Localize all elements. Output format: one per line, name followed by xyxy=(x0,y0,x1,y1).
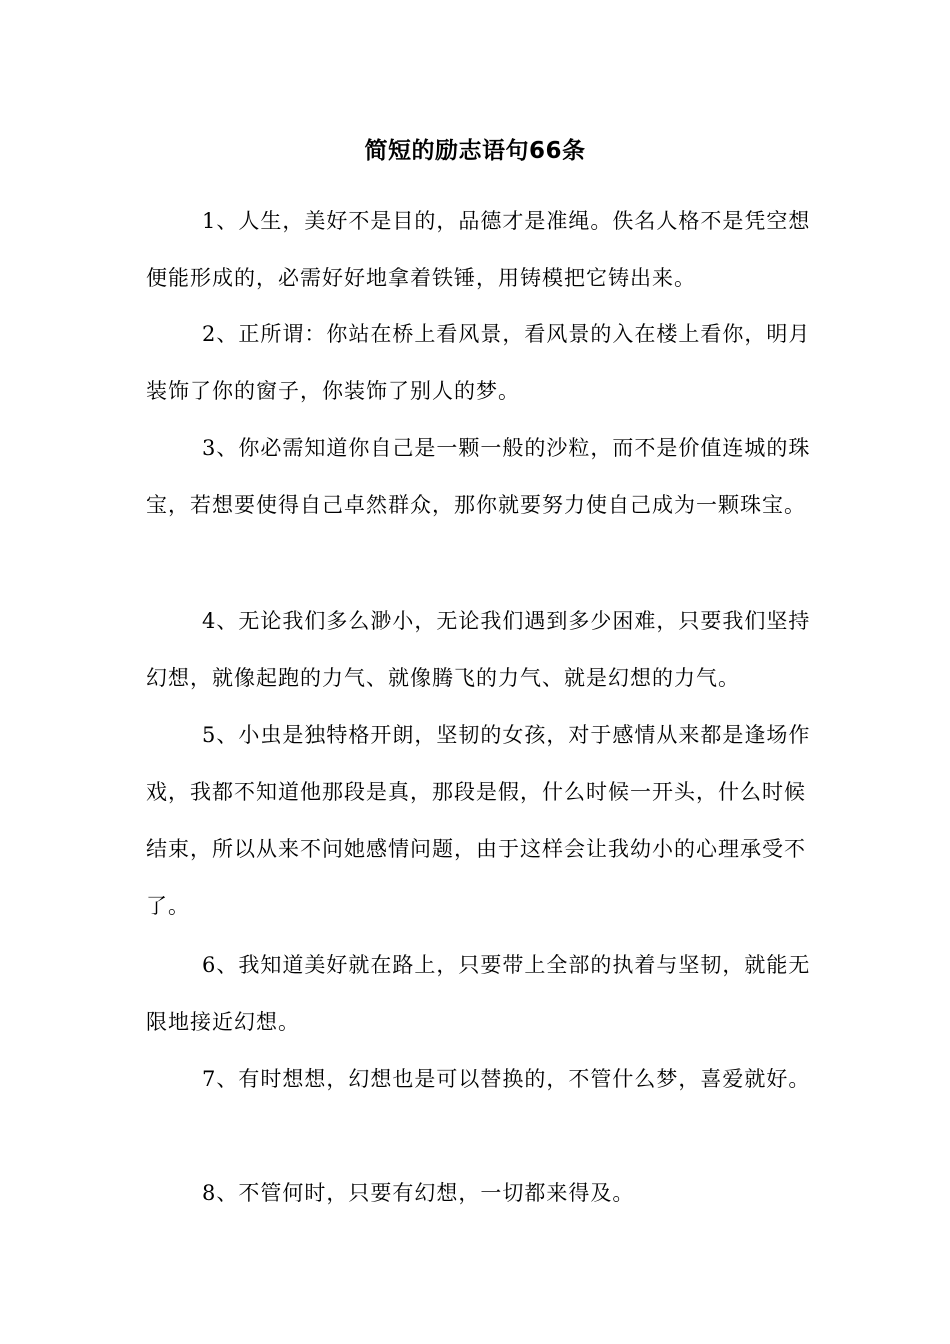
document-title: 简短的励志语句66条 xyxy=(364,138,586,164)
paragraph-8: 8、不管何时，只要有幻想，一切都来得及。 xyxy=(202,1181,635,1205)
paragraph-1: 1、人生，美好不是目的，品德才是准绳。佚名人格不是凭空想便能形成的，必需好好地拿着铁锤，用铸模把它铸出来。 xyxy=(146,209,811,290)
paragraph-2: 2、正所谓：你站在桥上看风景，看风景的入在楼上看你，明月装饰了你的窗子，你装饰了别人的梦。 xyxy=(146,322,811,403)
paragraph-3: 3、你必需知道你自己是一颗一般的沙粒，而不是价值连城的珠宝，若想要使得自己卓然群众，那你就要努力使自己成为一颗珠宝。 xyxy=(146,436,811,517)
paragraph-4: 4、无论我们多么渺小，无论我们遇到多少困难，只要我们坚持幻想，就像起跑的力气、就像腾飞的力气、就是幻想的力气。 xyxy=(146,609,811,690)
paragraph-6: 6、我知道美好就在路上，只要带上全部的执着与坚韧，就能无限地接近幻想。 xyxy=(146,953,811,1034)
paragraph-7: 7、有时想想，幻想也是可以替换的，不管什么梦，喜爱就好。 xyxy=(202,1067,811,1091)
paragraph-5: 5、小虫是独特格开朗，坚韧的女孩，对于感情从来都是逢场作戏，我都不知道他那段是真，那段是假，什么时候一开头，什么时候结束，所以从来不问她感情问题，由于这样会让我幼小的心理承受不了。 xyxy=(146,723,811,918)
